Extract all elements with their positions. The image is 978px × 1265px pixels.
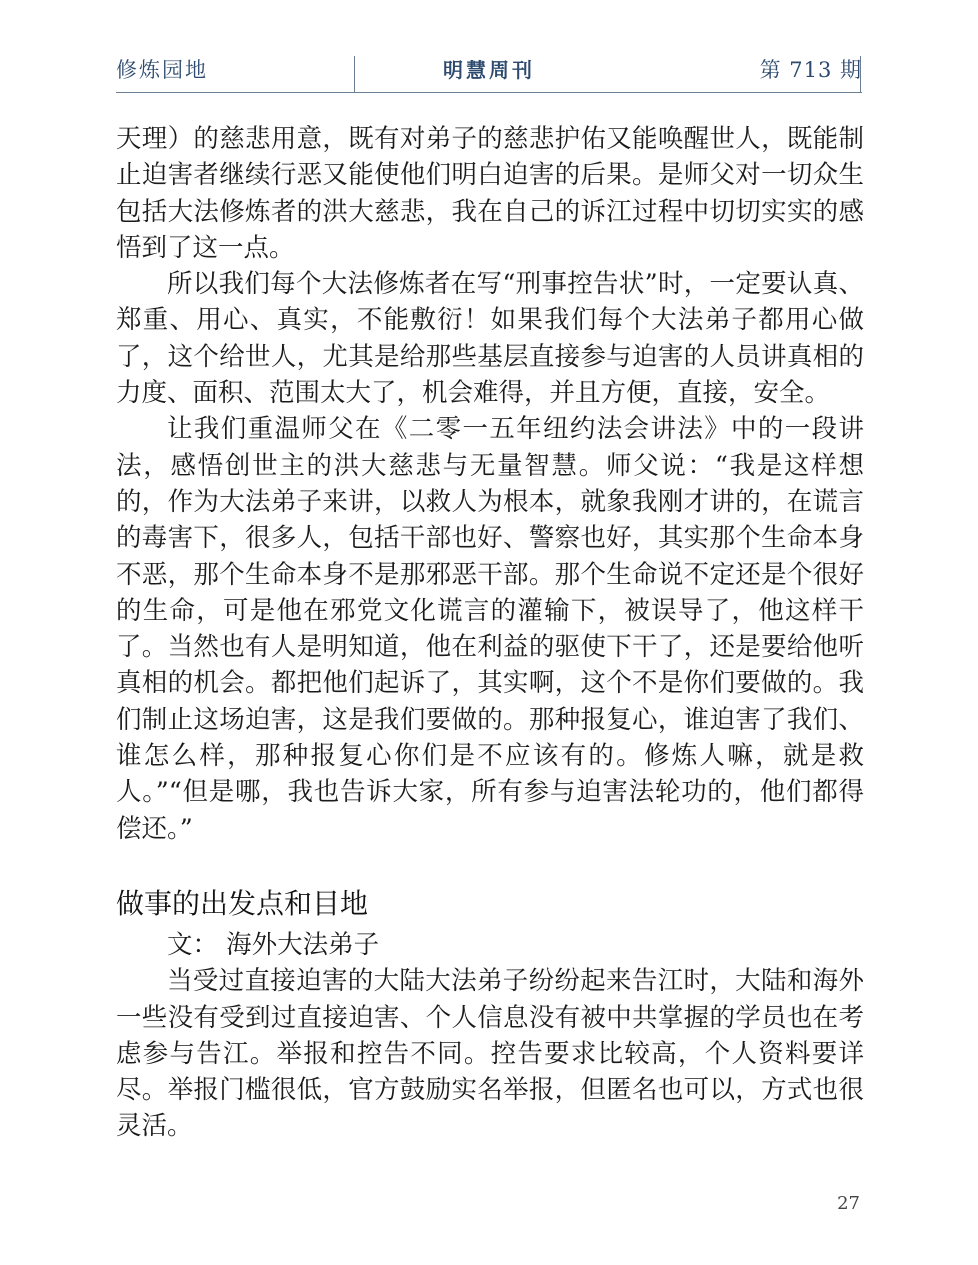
page-content bbox=[116, 121, 864, 1145]
page-number: 27 bbox=[837, 1193, 860, 1214]
body-paragraph: 当受过直接迫害的大陆大法弟子纷纷起来告江时，大陆和海外一些没有受到过直接迫害、个人信息没有被中共掌握的学员也在考虑参与告江。举报和控告不同。控告要求比较高，个人资料要详尽。举报门槛很低，官方鼓励实名举报，但匿名也可以，方式也很灵活。 bbox=[116, 966, 864, 1142]
issue-number: 第 713 期 bbox=[759, 58, 862, 82]
body-paragraph: 所以我们每个大法修炼者在写“刑事控告状”时，一定要认真、郑重、用心、真实，不能敷衍！如果我们每个大法弟子都用心做了，这个给世人，尤其是给那些基层直接参与迫害的人员讲真相的力度、面积、范围太大了，机会难得，并且方便，直接，安全。 bbox=[116, 269, 864, 409]
article-title: 做事的出发点和目地 bbox=[116, 886, 369, 920]
section-name: 修炼园地 bbox=[116, 58, 208, 82]
body-paragraph: 让我们重温师父在《二零一五年纽约法会讲法》中的一段讲法，感悟创世主的洪大慈悲与无量智慧。师父说：“我是这样想的，作为大法弟子来讲，以救人为根本，就象我刚才讲的，在谎言的毒害下，很多人，包括干部也好、警察也好，其实那个生命本身不恶，那个生命本身不是那邪恶干部。那个生命说不定还是个很好的生命，可是他在邪党文化谎言的灌输下，被误导了，他这样干了。当然也有人是明知道，他在利益的驱使下干了，还是要给他听真相的机会。都把他们起诉了，其实啊，这个不是你们要做的。我们制止这场迫害，这是我们要做的。那种报复心，谁迫害了我们、谁怎么样，那种报复心你们是不应该有的。修炼人嘛，就是救人。”“但是哪，我也告诉大家，所有参与迫害法轮功的，他们都得偿还。” bbox=[116, 414, 864, 844]
article-byline: 文： 海外大法弟子 bbox=[167, 929, 380, 960]
magazine-title: 明慧周刊 bbox=[443, 58, 535, 82]
page-header bbox=[116, 48, 862, 93]
body-paragraph: 天理）的慈悲用意，既有对弟子的慈悲护佑又能唤醒世人，既能制止迫害者继续行恶又能使他们明白迫害的后果。是师父对一切众生包括大法修炼者的洪大慈悲，我在自己的诉江过程中切切实实的感悟到了这一点。 bbox=[116, 124, 864, 263]
